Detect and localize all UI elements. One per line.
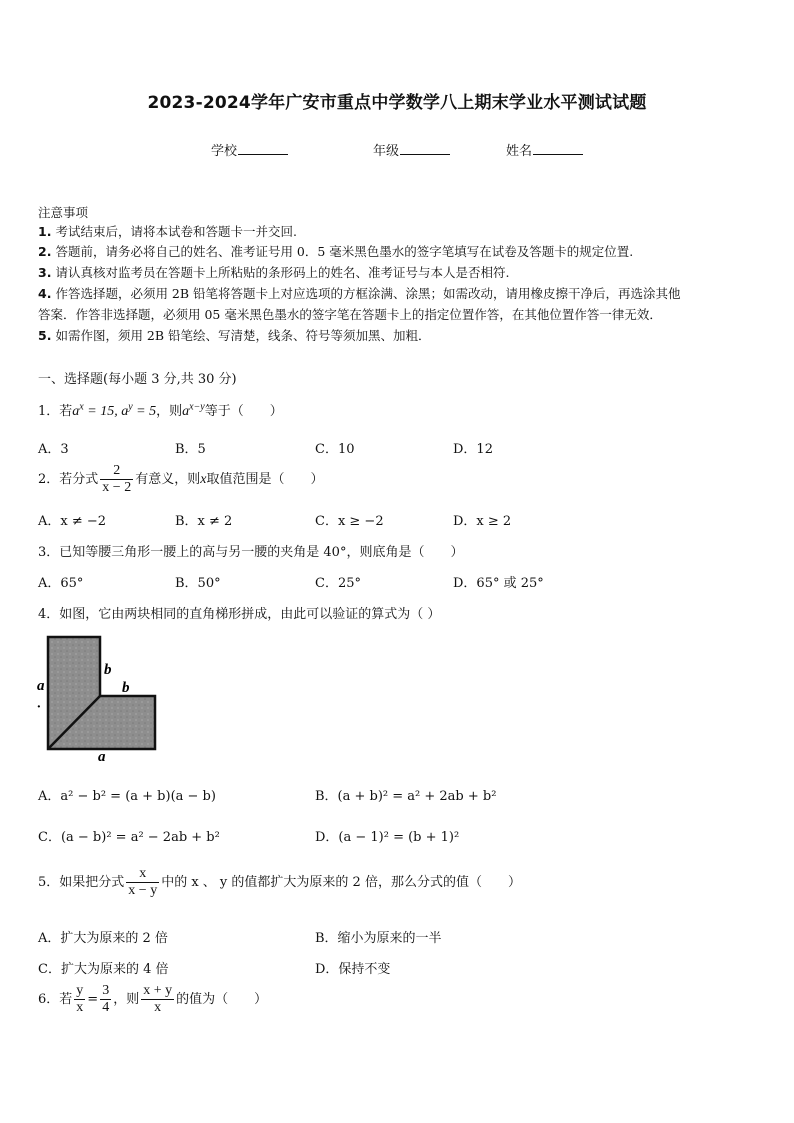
trapezoid-figure [30,632,165,762]
q1-option-c[interactable]: C．10 [315,442,355,457]
label-a-bottom: a [98,749,106,762]
page-title: 2023-2024学年广安市重点中学数学八上期末学业水平测试试题 [147,93,647,113]
q6-fraction-1: $\frac{y}{x}$ [76,983,84,1015]
school-label: 学校 [211,144,238,159]
notes-heading: 注意事项 [38,205,89,220]
school-blank[interactable] [238,142,288,155]
name-label: 姓名 [506,144,533,159]
q2-option-a[interactable]: A．x ≠ −2 [38,514,107,529]
label-a-left: a [37,678,45,694]
q1-option-b[interactable]: B．5 [175,442,206,457]
question-5: 5．如果把分式 $\frac{x}{x - y}$ 中的 x 、 y 的值都扩大为原来的 2 倍，那么分式的值（ ） [38,866,521,898]
q3-option-a[interactable]: A．65° [38,576,84,591]
note-item: 3. 请认真核对监考员在答题卡上所粘贴的条形码上的姓名、准考证号与本人是否相符. [38,265,510,280]
q5-option-d[interactable]: D．保持不变 [315,962,391,977]
question-2: 2．若分式 $\frac{2}{x - 2}$ 有意义，则x取值范围是（ ） [38,463,324,495]
note-item: 5. 如需作图，须用 2B 铅笔绘、写清楚，线条、符号等须加黑、加粗． [38,328,431,343]
label-b-mid: b [122,680,130,696]
note-item: 2. 答题前，请务必将自己的姓名、准考证号用 0．5 毫米黑色墨水的签字笔填写在试卷及答题卡的规定位置. [38,244,634,259]
name-field [506,140,583,159]
question-1: 1．若$a^x = 15$, $a^y = 5$，则$a^{x-y}$等于（ ） [38,401,283,419]
q2-option-c[interactable]: C．x ≥ −2 [315,514,384,529]
name-blank[interactable] [533,142,583,155]
label-b-top: b [104,662,112,678]
q2-fraction: $\frac{2}{x - 2}$ [102,463,132,495]
question-4: 4．如图，它由两块相同的直角梯形拼成，由此可以验证的算式为（ ） [38,607,441,622]
note-item: 4. 作答选择题，必须用 2B 铅笔将答题卡上对应选项的方框涂满、涂黑；如需改动，请用橡皮擦干净后，再选涂其他 [38,286,681,301]
q5-option-c[interactable]: C．扩大为原来的 4 倍 [38,962,169,977]
q2-option-b[interactable]: B．x ≠ 2 [175,514,233,529]
q4-option-c[interactable]: C．(a − b)² = a² − 2ab + b² [38,830,220,845]
q4-option-a[interactable]: A．a² − b² = (a + b)(a − b) [38,789,216,804]
q5-fraction: $\frac{x}{x - y}$ [128,866,158,898]
grade-label: 年级 [373,144,400,159]
section-title: 一、选择题(每小题 3 分,共 30 分) [38,372,237,387]
note-item: 1. 考试结束后，请将本试卷和答题卡一并交回. [38,224,297,239]
school-field [211,140,288,159]
question-3: 3．已知等腰三角形一腰上的高与另一腰的夹角是 40°，则底角是（ ） [38,545,464,560]
q6-fraction-3: $\frac{x + y}{x}$ [143,983,173,1015]
grade-field [373,140,450,159]
q6-fraction-2: $\frac{3}{4}$ [102,983,110,1015]
grade-blank[interactable] [400,142,450,155]
q3-option-d[interactable]: D．65° 或 25° [453,576,544,591]
note-item-continued: 答案．作答非选择题，必须用 05 毫米黑色墨水的签字笔在答题卡上的指定位置作答，在其他位置作答一律无效． [38,307,662,322]
q2-option-d[interactable]: D．x ≥ 2 [453,514,512,529]
question-6: 6．若 $\frac{y}{x}$ = $\frac{3}{4}$ ，则 $\frac{x + y}{x}$ 的值为（ ） [38,983,268,1015]
figure-dot: · [37,700,41,715]
q4-option-b[interactable]: B．(a + b)² = a² + 2ab + b² [315,789,497,804]
q5-option-a[interactable]: A．扩大为原来的 2 倍 [38,931,168,946]
q3-option-b[interactable]: B．50° [175,576,221,591]
q4-option-d[interactable]: D．(a − 1)² = (b + 1)² [315,830,460,845]
q5-option-b[interactable]: B．缩小为原来的一半 [315,931,442,946]
q1-option-d[interactable]: D．12 [453,442,493,457]
q1-option-a[interactable]: A．3 [38,442,69,457]
q3-option-c[interactable]: C．25° [315,576,361,591]
